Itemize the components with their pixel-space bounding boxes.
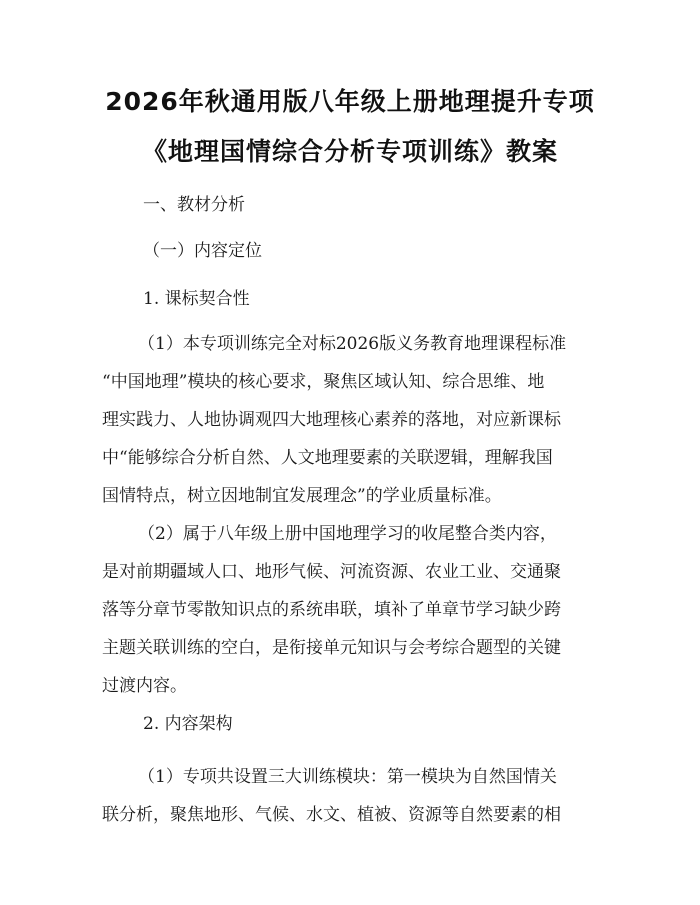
section-heading-materials-analysis: 一、教材分析 xyxy=(143,195,245,215)
subsection-heading-content-positioning: （一）内容定位 xyxy=(143,241,262,261)
paragraph-line: 过渡内容。 xyxy=(102,676,187,696)
paragraph-line: 国情特点，树立因地制宜发展理念”的学业质量标准。 xyxy=(102,486,502,506)
paragraph-line: 落等分章节零散知识点的系统串联，填补了单章节学习缺少跨 xyxy=(102,600,561,620)
item-heading-content-structure: 2. 内容架构 xyxy=(143,714,233,734)
paragraph-line: 主题关联训练的空白，是衔接单元知识与会考综合题型的关键 xyxy=(102,638,561,658)
paragraph-line: 是对前期疆域人口、地形气候、河流资源、农业工业、交通聚 xyxy=(102,562,561,582)
paragraph-line: “中国地理”模块的核心要求，聚焦区域认知、综合思维、地 xyxy=(102,372,545,392)
paragraph-line: （2）属于八年级上册中国地理学习的收尾整合类内容， xyxy=(138,524,557,544)
paragraph-curriculum-alignment xyxy=(102,325,602,515)
paragraph-line: （1）专项共设置三大训练模块：第一模块为自然国情关 xyxy=(138,767,557,787)
paragraph-line: 联分析，聚焦地形、气候、水文、植被、资源等自然要素的相 xyxy=(102,805,561,825)
document-title-line-2: 《地理国情综合分析专项训练》教案 xyxy=(141,137,558,166)
paragraph-integration-role xyxy=(102,515,602,705)
item-heading-curriculum-alignment: 1. 课标契合性 xyxy=(143,289,250,309)
paragraph-line: （1）本专项训练完全对标2026版义务教育地理课程标准 xyxy=(138,334,567,354)
document-title-line-1: 2026年秋通用版八年级上册地理提升专项 xyxy=(105,87,595,116)
paragraph-line: 中“能够综合分析自然、人文地理要素的关联逻辑，理解我国 xyxy=(102,448,553,468)
paragraph-content-structure xyxy=(102,758,602,834)
paragraph-line: 理实践力、人地协调观四大地理核心素养的落地，对应新课标 xyxy=(102,410,561,430)
